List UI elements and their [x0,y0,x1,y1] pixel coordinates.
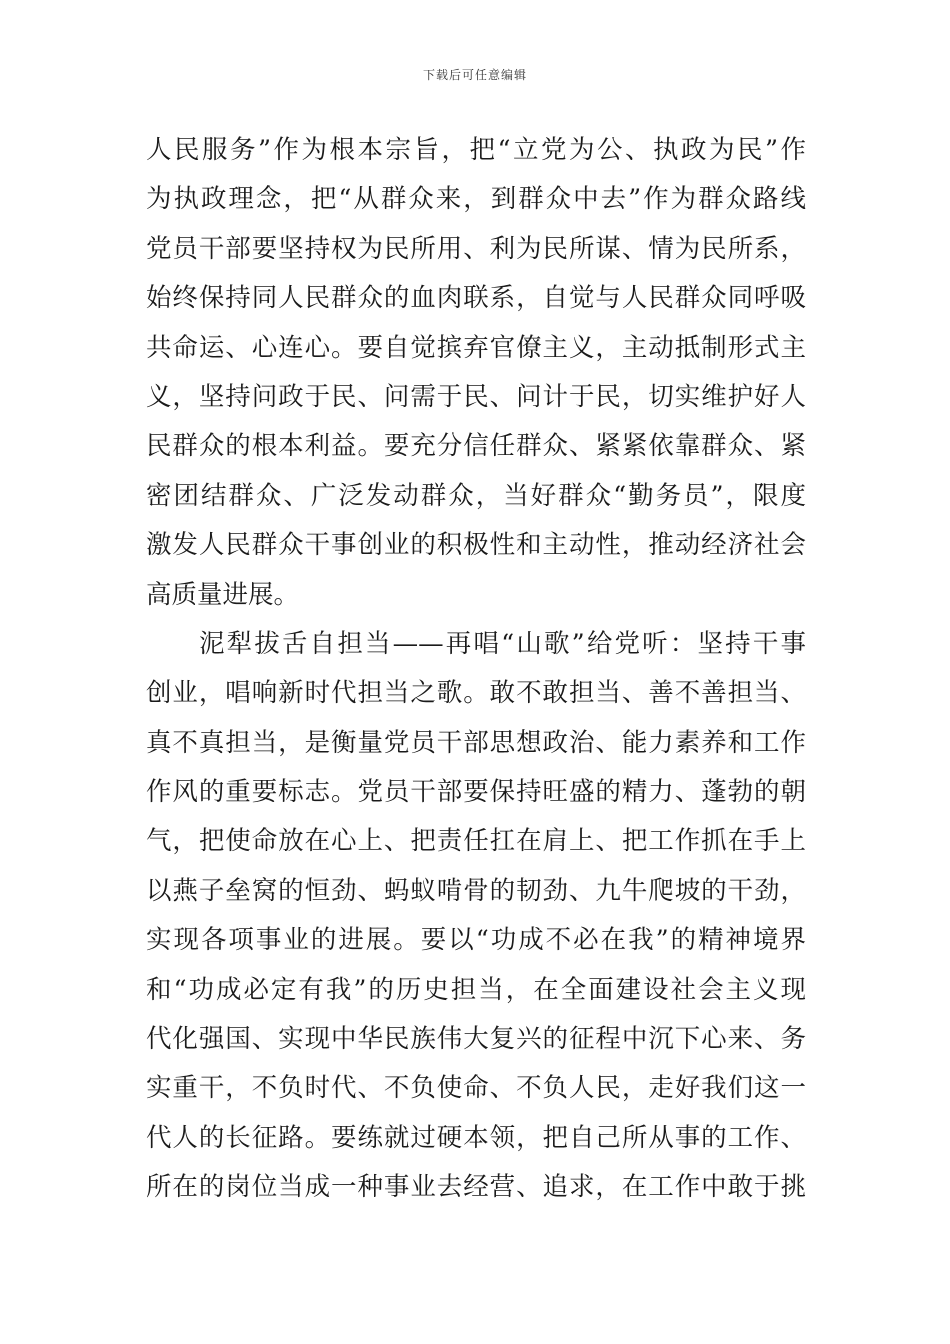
text-line: 实现各项事业的进展。要以“功成不必在我”的精神境界 [146,925,806,956]
text-line: 所在的岗位当成一种事业去经营、追求，在工作中敢于挑 [146,1172,806,1203]
text-line: 始终保持同人民群众的血肉联系，自觉与人民群众同呼吸 [146,283,806,314]
text-line: 义，坚持问政于民、问需于民、问计于民，切实维护好人 [146,381,806,412]
page-header: 下载后可任意编辑 [422,68,527,82]
text-line: 真不真担当，是衡量党员干部思想政治、能力素养和工作 [146,727,806,758]
text-line: 实重干，不负时代、不负使命、不负人民，走好我们这一 [146,1073,806,1104]
text-line: 代人的长征路。要练就过硬本领，把自己所从事的工作、 [146,1122,806,1153]
text-line: 创业，唱响新时代担当之歌。敢不敢担当、善不善担当、 [146,678,806,709]
text-line: 密团结群众、广泛发动群众，当好群众“勤务员”，限度 [146,480,806,511]
text-line: 气，把使命放在心上、把责任扛在肩上、把工作抓在手上 [146,826,806,857]
text-line: 党员干部要坚持权为民所用、利为民所谋、情为民所系， [146,233,806,264]
text-line: 共命运、心连心。要自觉摈弃官僚主义，主动抵制形式主 [146,332,806,363]
body-text [146,126,806,1213]
text-line: 和“功成必定有我”的历史担当，在全面建设社会主义现 [146,974,806,1005]
paragraph-first-line: 泥犁拔舌自担当——再唱“山歌”给党听：坚持干事 [199,628,806,659]
text-line: 高质量进展。 [146,579,300,610]
text-line: 作风的重要标志。党员干部要保持旺盛的精力、蓬勃的朝 [146,777,806,808]
text-line: 人民服务”作为根本宗旨，把“立党为公、执政为民”作 [146,135,806,165]
text-line: 民群众的根本利益。要充分信任群众、紧紧依靠群众、紧 [146,431,806,462]
text-line: 为执政理念，把“从群众来，到群众中去”作为群众路线 [146,184,806,215]
text-line: 激发人民群众干事创业的积极性和主动性，推动经济社会 [146,530,806,561]
text-line: 代化强国、实现中华民族伟大复兴的征程中沉下心来、务 [146,1024,806,1055]
text-line: 以燕子垒窝的恒劲、蚂蚁啃骨的韧劲、九牛爬坡的干劲， [146,875,806,906]
